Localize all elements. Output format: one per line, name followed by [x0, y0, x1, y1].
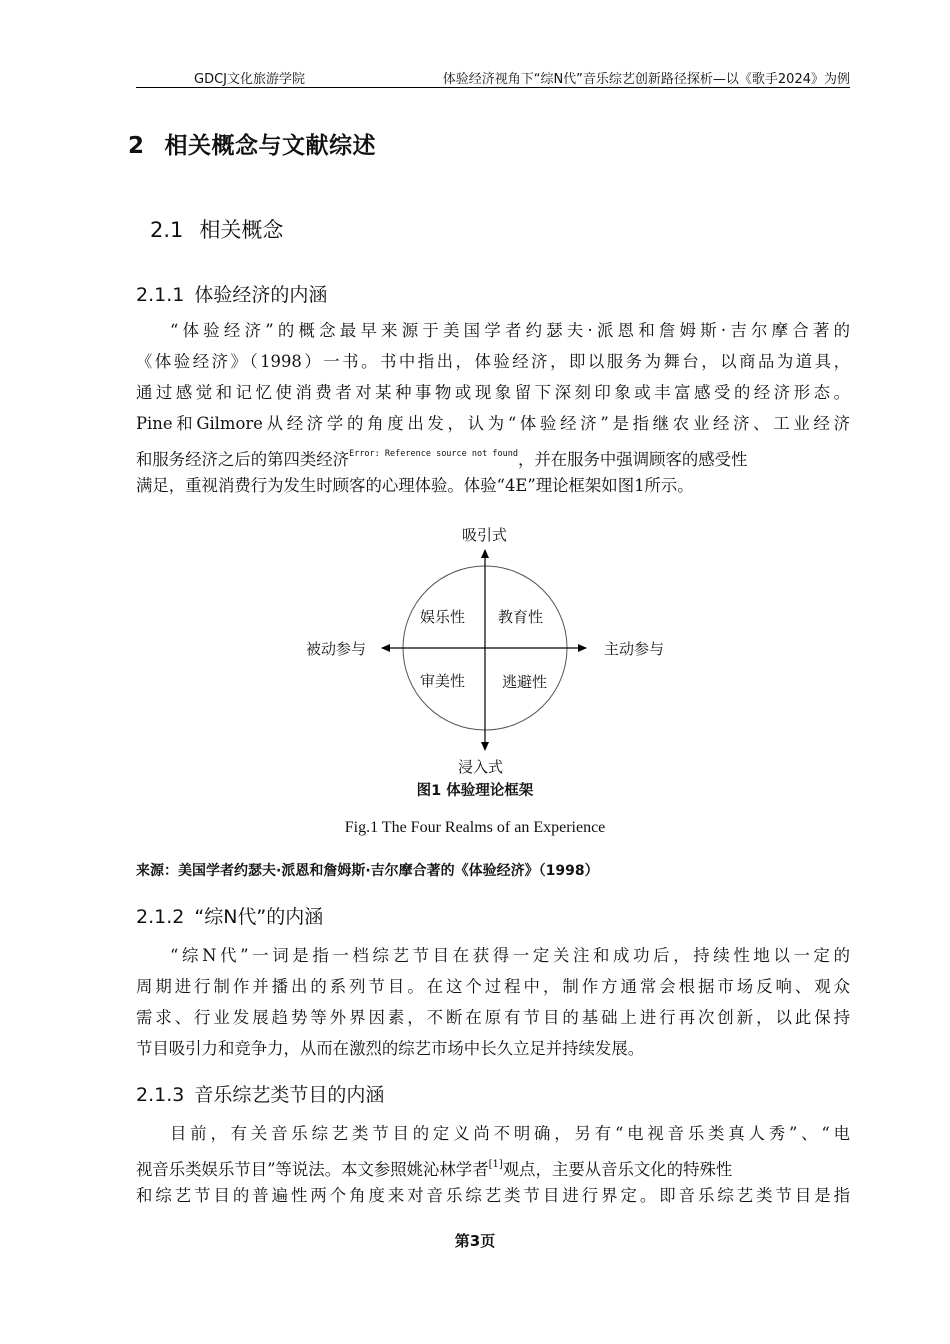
label-absorption: 吸引式	[462, 526, 508, 544]
subsection-heading-2-1-1	[136, 280, 327, 307]
section-title: 相关概念	[199, 218, 284, 242]
figure-caption-en: Fig.1 The Four Realms of an Experience	[344, 819, 606, 836]
subsection-number: 2.1.1	[136, 284, 185, 306]
quadrant-esthetic: 审美性	[420, 672, 466, 690]
header-thesis-title: 体验经济视角下“综N代”音乐综艺创新路径探析—以《歌手2024》为例	[442, 72, 850, 87]
paragraph-music-variety	[136, 1118, 850, 1211]
subsection-title: 体验经济的内涵	[194, 284, 328, 306]
figure-caption-cn: 图1 体验理论框架	[416, 783, 534, 799]
paragraph-line: “体验经济”的概念最早来源于美国学者约瑟夫·派恩和詹姆斯·吉尔摩合著的	[170, 321, 850, 340]
paragraph-line: 需求、行业发展趋势等外界因素，不断在原有节目的基础上进行再次创新，以此保持	[136, 1008, 850, 1027]
experience-realms-diagram	[290, 520, 690, 780]
section-heading	[150, 214, 283, 244]
quadrant-entertainment: 娱乐性	[420, 608, 466, 626]
reference-error-marker: Error: Reference source not found	[349, 449, 518, 459]
paragraph-line: 目前，有关音乐综艺类节目的定义尚不明确，另有“电视音乐类真人秀”、“电	[170, 1124, 850, 1143]
paragraph-text: 视音乐类娱乐节目”等说法。本文参照姚沁林学者	[136, 1160, 489, 1179]
paragraph-line: Pine和Gilmore从经济学的角度出发，认为“体验经济”是指继农业经济、工业经济	[136, 414, 850, 433]
paragraph-text: 和服务经济之后的第四类经济	[136, 450, 350, 469]
chapter-title: 相关概念与文献综述	[164, 133, 377, 159]
paragraph-text: ，并在服务中强调顾客的感受性	[517, 450, 748, 469]
quadrant-educational: 教育性	[498, 608, 544, 626]
page-number: 第3页	[454, 1232, 496, 1250]
subsection-number: 2.1.2	[136, 906, 185, 928]
subsection-title: “综N代”的内涵	[194, 906, 324, 928]
subsection-number: 2.1.3	[136, 1084, 185, 1106]
paragraph-line: “综N代”一词是指一档综艺节目在获得一定关注和成功后，持续性地以一定的	[170, 946, 850, 965]
figure-source: 来源：美国学者约瑟夫·派恩和詹姆斯·吉尔摩合著的《体验经济》（1998）	[136, 863, 599, 879]
paragraph-line: 和综艺节目的普遍性两个角度来对音乐综艺类节目进行界定。即音乐综艺类节目是指	[136, 1186, 850, 1205]
paragraph-line	[136, 1149, 850, 1180]
subsection-title: 音乐综艺类节目的内涵	[194, 1084, 385, 1106]
paragraph-experience-economy	[136, 315, 850, 501]
section-number: 2.1	[150, 218, 184, 242]
paragraph-line: 节目吸引力和竞争力，从而在激烈的综艺市场中长久立足并持续发展。	[136, 1039, 645, 1058]
chapter-heading	[128, 127, 376, 160]
paragraph-line: 《体验经济》（1998）一书。书中指出，体验经济，即以服务为舞台，以商品为道具，	[136, 352, 850, 371]
label-passive-participation: 被动参与	[306, 640, 367, 658]
subsection-heading-2-1-2	[136, 902, 323, 929]
page-header	[136, 68, 850, 88]
citation-marker: [1]	[488, 1159, 503, 1170]
paragraph-text: 观点，主要从音乐文化的特殊性	[502, 1160, 733, 1179]
label-active-participation: 主动参与	[604, 640, 665, 658]
header-institution: GDCJ文化旅游学院	[194, 72, 305, 87]
quadrant-escapist: 逃避性	[502, 673, 548, 691]
paragraph-line: 通过感觉和记忆使消费者对某种事物或现象留下深刻印象或丰富感受的经济形态。	[136, 383, 850, 402]
paragraph-line: 周期进行制作并播出的系列节目。在这个过程中，制作方通常会根据市场反响、观众	[136, 977, 850, 996]
header-rule	[136, 87, 850, 88]
paragraph-line: 满足，重视消费行为发生时顾客的心理体验。体验“4E”理论框架如图1所示。	[136, 476, 694, 495]
paragraph-zong-n-dai	[136, 940, 850, 1064]
label-immersion: 浸入式	[458, 758, 504, 776]
paragraph-line	[136, 439, 850, 470]
chapter-number: 2	[128, 133, 145, 159]
subsection-heading-2-1-3	[136, 1080, 384, 1107]
